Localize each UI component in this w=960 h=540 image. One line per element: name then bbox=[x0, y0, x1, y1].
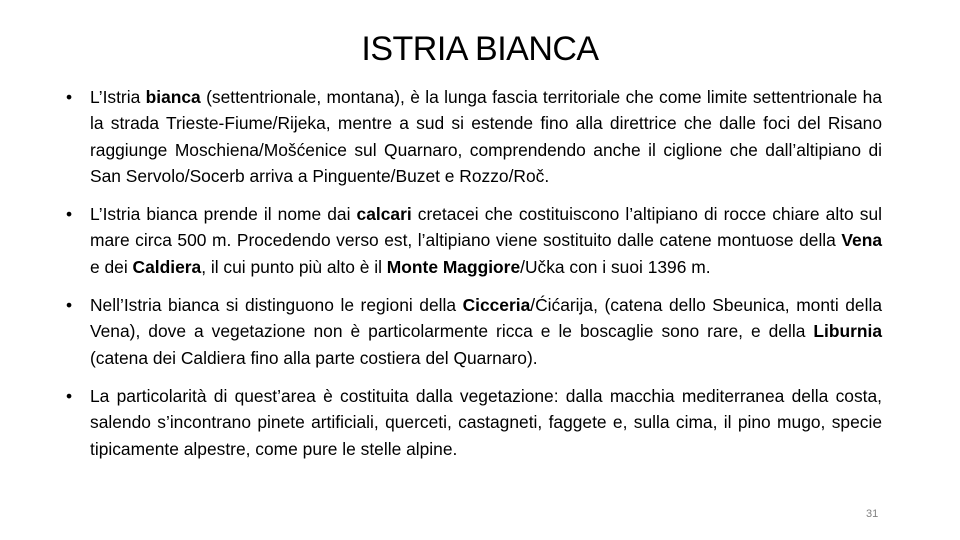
bullet-text-run: L’Istria bbox=[90, 87, 146, 107]
bullet-text bbox=[90, 204, 882, 277]
bullet-text-run: , il cui punto più alto è il bbox=[201, 256, 387, 277]
bullet-item bbox=[66, 292, 882, 371]
bullet-item bbox=[66, 201, 882, 280]
bullet-text-run: /Učka con i suoi 1396 m. bbox=[520, 256, 711, 277]
bullet-text-run: (catena dei Caldiera fino alla parte costiera del Quarnaro). bbox=[90, 347, 538, 368]
bullet-text-run: e dei bbox=[90, 256, 133, 277]
bullet-text bbox=[90, 386, 882, 459]
bullet-text-bold: bianca bbox=[145, 87, 201, 107]
bullet-text-run: La particolarità di quest’area è costituita dalla vegetazione: dalla macchia mediterranea della costa, salendo s’incontrano pinete artificiali, querceti, castagneti, faggete e, sulla cima, il pino mugo, specie tipicamente alpestre, come pure le stelle alpine. bbox=[90, 385, 882, 459]
bullet-marker: • bbox=[66, 385, 73, 406]
bullet-item bbox=[66, 84, 882, 189]
bullet-text bbox=[90, 295, 882, 368]
slide-title: ISTRIA BIANCA bbox=[361, 30, 599, 68]
bullet-text-run: Nell’Istria bianca si distinguono le regioni della bbox=[90, 295, 463, 316]
bullet-text-bold: Vena bbox=[841, 230, 882, 251]
bullet-text-run: (settentrionale, montana), è la lunga fascia territoriale che come limite settentrionale ha la strada Trieste-Fiume/Rijeka, mentre a sud si estende fino alla direttrice che dalle foci del Risano raggiunge Moschiena/Mošćenice sul Quarnaro, comprendendo anche il ciglione che dall’altipiano di San Servolo/Socerb arriva a Pinguente/Buzet e Rozzo/Roč. bbox=[90, 87, 882, 186]
bullet-list bbox=[66, 84, 882, 474]
bullet-text-run: cretacei che costituiscono l’altipiano di rocce chiare alto sul mare circa 500 m. Procedendo verso est, l’altipiano viene sostituito dalle catene montuose della bbox=[90, 204, 883, 251]
bullet-text-bold: Cicceria bbox=[462, 295, 531, 316]
bullet-text-bold: Monte Maggiore bbox=[386, 256, 521, 277]
bullet-text-bold: Caldiera bbox=[132, 256, 202, 277]
bullet-text bbox=[90, 87, 882, 186]
bullet-text-bold: Liburnia bbox=[813, 321, 882, 342]
bullet-marker: • bbox=[66, 87, 73, 107]
bullet-text-bold: calcari bbox=[356, 204, 412, 225]
page-number: 31 bbox=[866, 508, 879, 520]
bullet-marker: • bbox=[66, 295, 73, 316]
bullet-text-run: /Ćićarija, (catena dello Sbeunica, monti della Vena), dove a vegetazione non è particolarmente ricca e le boscaglie sono rare, e della bbox=[90, 295, 883, 342]
bullet-item bbox=[66, 383, 882, 462]
bullet-text-run: L’Istria bianca prende il nome dai bbox=[90, 204, 357, 225]
bullet-marker: • bbox=[66, 204, 73, 225]
